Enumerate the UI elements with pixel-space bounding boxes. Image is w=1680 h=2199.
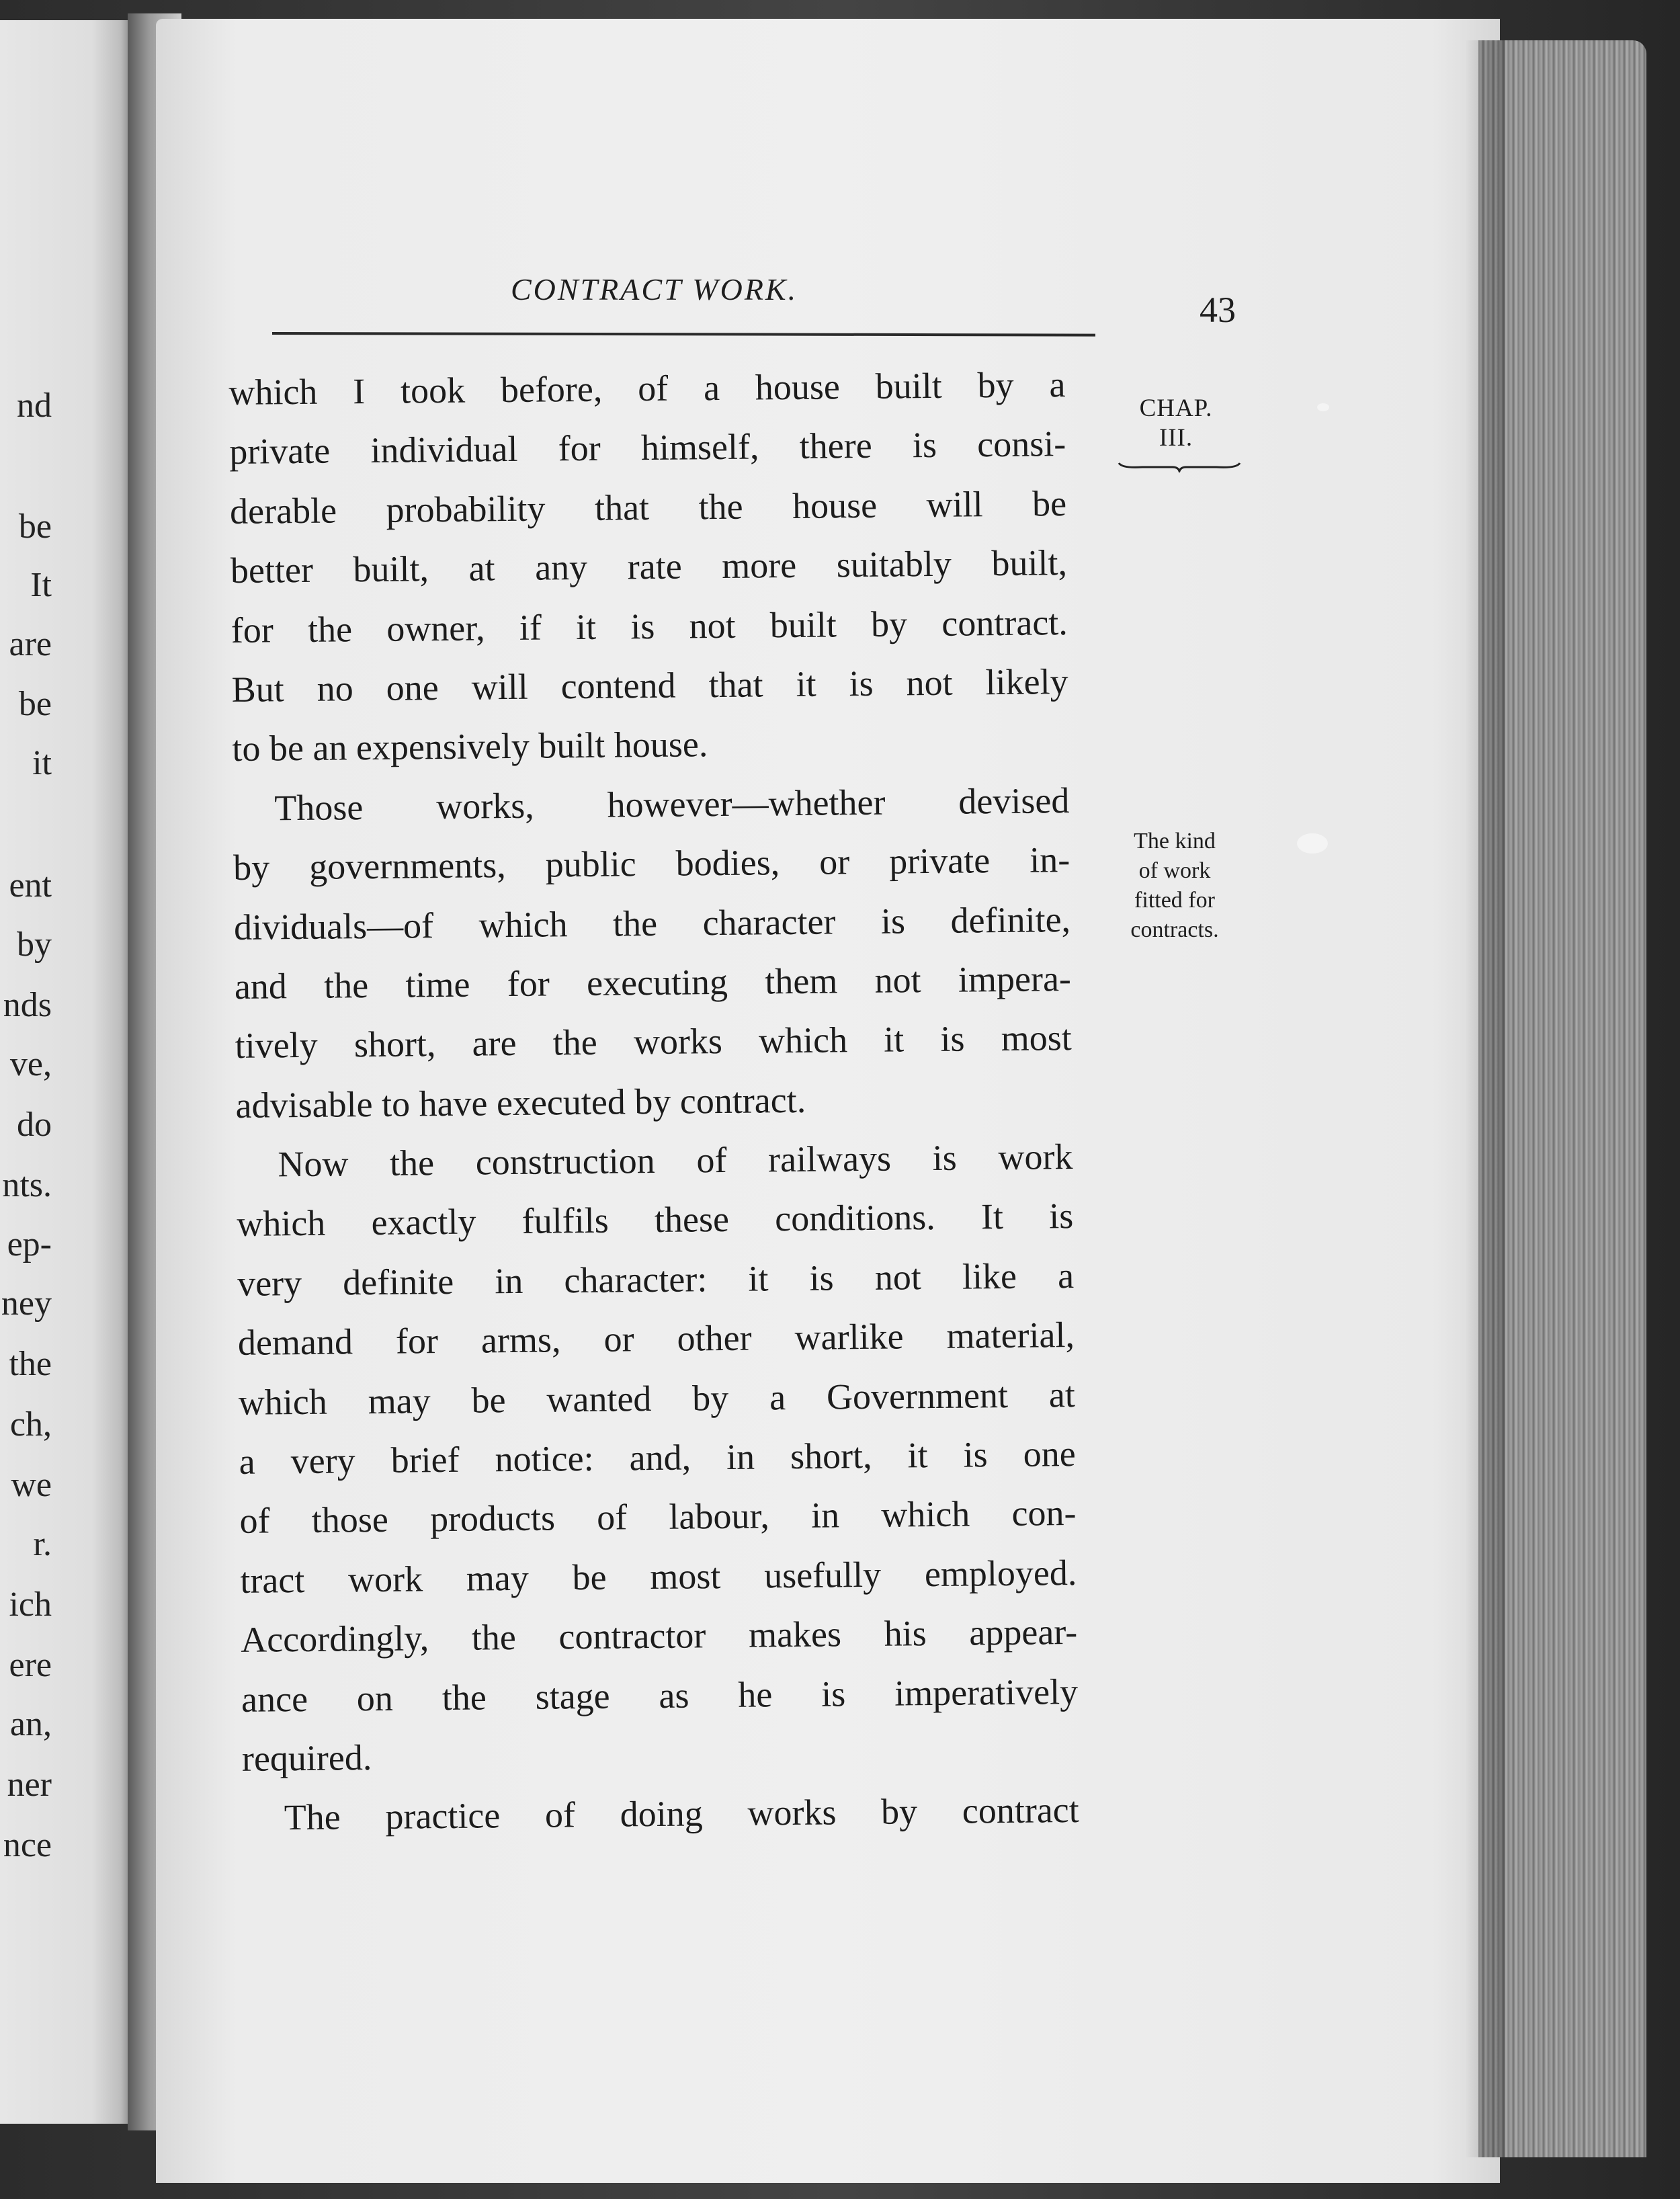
text-line: advisable to have executed by contract. [235,1079,806,1126]
margin-note-line: fitted for [1134,888,1215,913]
text-line: dividuals—of which the character is definite, [233,899,1071,948]
left-page-fragment: nds [3,986,52,1024]
left-page-fragment: do [17,1106,52,1144]
text-line: better built, at any rate more suitably built, [230,542,1068,591]
text-line: ance on the stage as he is imperatively [241,1671,1079,1720]
left-page-fragment: ner [7,1766,52,1804]
margin-note-line: of work [1138,858,1211,883]
left-page-fragment: an, [9,1705,52,1743]
margin-note [1094,827,1255,945]
chapter-brace-ornament [1116,460,1243,472]
text-line: to be an expensively built house. [232,724,708,770]
text-line: which may be wanted by a Government at [238,1374,1076,1423]
left-page-fragment: r. [33,1525,52,1563]
left-page-fragment: ent [9,866,52,905]
left-page-fragment: nts. [2,1166,52,1204]
text-line: derable probability that the house will be [229,483,1067,532]
left-page-fragment: by [17,925,52,964]
left-page-fragment: ere [9,1646,52,1684]
margin-note-line: The kind [1134,829,1216,854]
left-page-fragment: It [30,566,52,604]
left-page-fragment: it [32,744,52,782]
left-page-fragment: ich [9,1585,52,1624]
text-line: private individual for himself, there is consi- [228,423,1066,472]
margin-chapter-label [1116,394,1236,453]
body-text [228,355,1116,1848]
left-facing-page [0,20,131,2124]
text-line: which exactly fulfils these conditions. It is [237,1196,1074,1245]
text-line: required. [241,1737,372,1779]
text-line: of those products of labour, in which con- [239,1493,1077,1542]
margin-chapter-word: CHAP. [1139,395,1213,422]
left-page-fragment: be [18,685,52,723]
page-number: 43 [1200,290,1236,330]
scan-speck [1317,403,1329,411]
left-page-fragment: ep- [7,1225,52,1263]
text-line: demand for arms, or other warlike material, [237,1315,1075,1364]
left-page-fragment: the [9,1345,52,1383]
text-line: tively short, are the works which it is most [235,1018,1072,1067]
left-page-fragment: ve, [9,1045,52,1083]
scan-speck [1297,833,1328,854]
fore-edge-shadow [1465,40,1505,2157]
margin-chapter-number: III. [1159,424,1193,452]
running-head: CONTRACT WORK. [511,272,798,306]
left-page-fragment: ney [1,1284,52,1323]
text-line: tract work may be most usefully employed. [240,1552,1077,1601]
text-line: The practice of doing works by contract [284,1790,1080,1838]
text-line: Accordingly, the contractor makes his appear- [240,1612,1078,1661]
left-page-fragment: ch, [9,1405,52,1444]
left-page-fragment: nce [3,1826,52,1864]
text-line: a very brief notice: and, in short, it is one [239,1434,1076,1482]
left-page-fragment: be [18,507,52,546]
left-page-fragment: we [11,1466,52,1504]
left-page-fragment: are [9,625,52,663]
text-line: But no one will contend that it is not likely [231,661,1068,710]
text-line: Those works, however—whether devised [274,780,1070,829]
text-line: and the time for executing them not impera- [234,958,1072,1007]
text-line: which I took before, of a house built by a [228,364,1066,413]
text-line: very definite in character: it is not like a [237,1255,1075,1304]
text-line: Now the construction of railways is work [278,1136,1073,1185]
margin-note-line: contracts. [1130,917,1219,942]
text-line: by governments, public bodies, or private in- [233,839,1070,888]
text-line: for the owner, if it is not built by contract. [230,601,1068,651]
left-page-fragment: nd [17,386,52,425]
